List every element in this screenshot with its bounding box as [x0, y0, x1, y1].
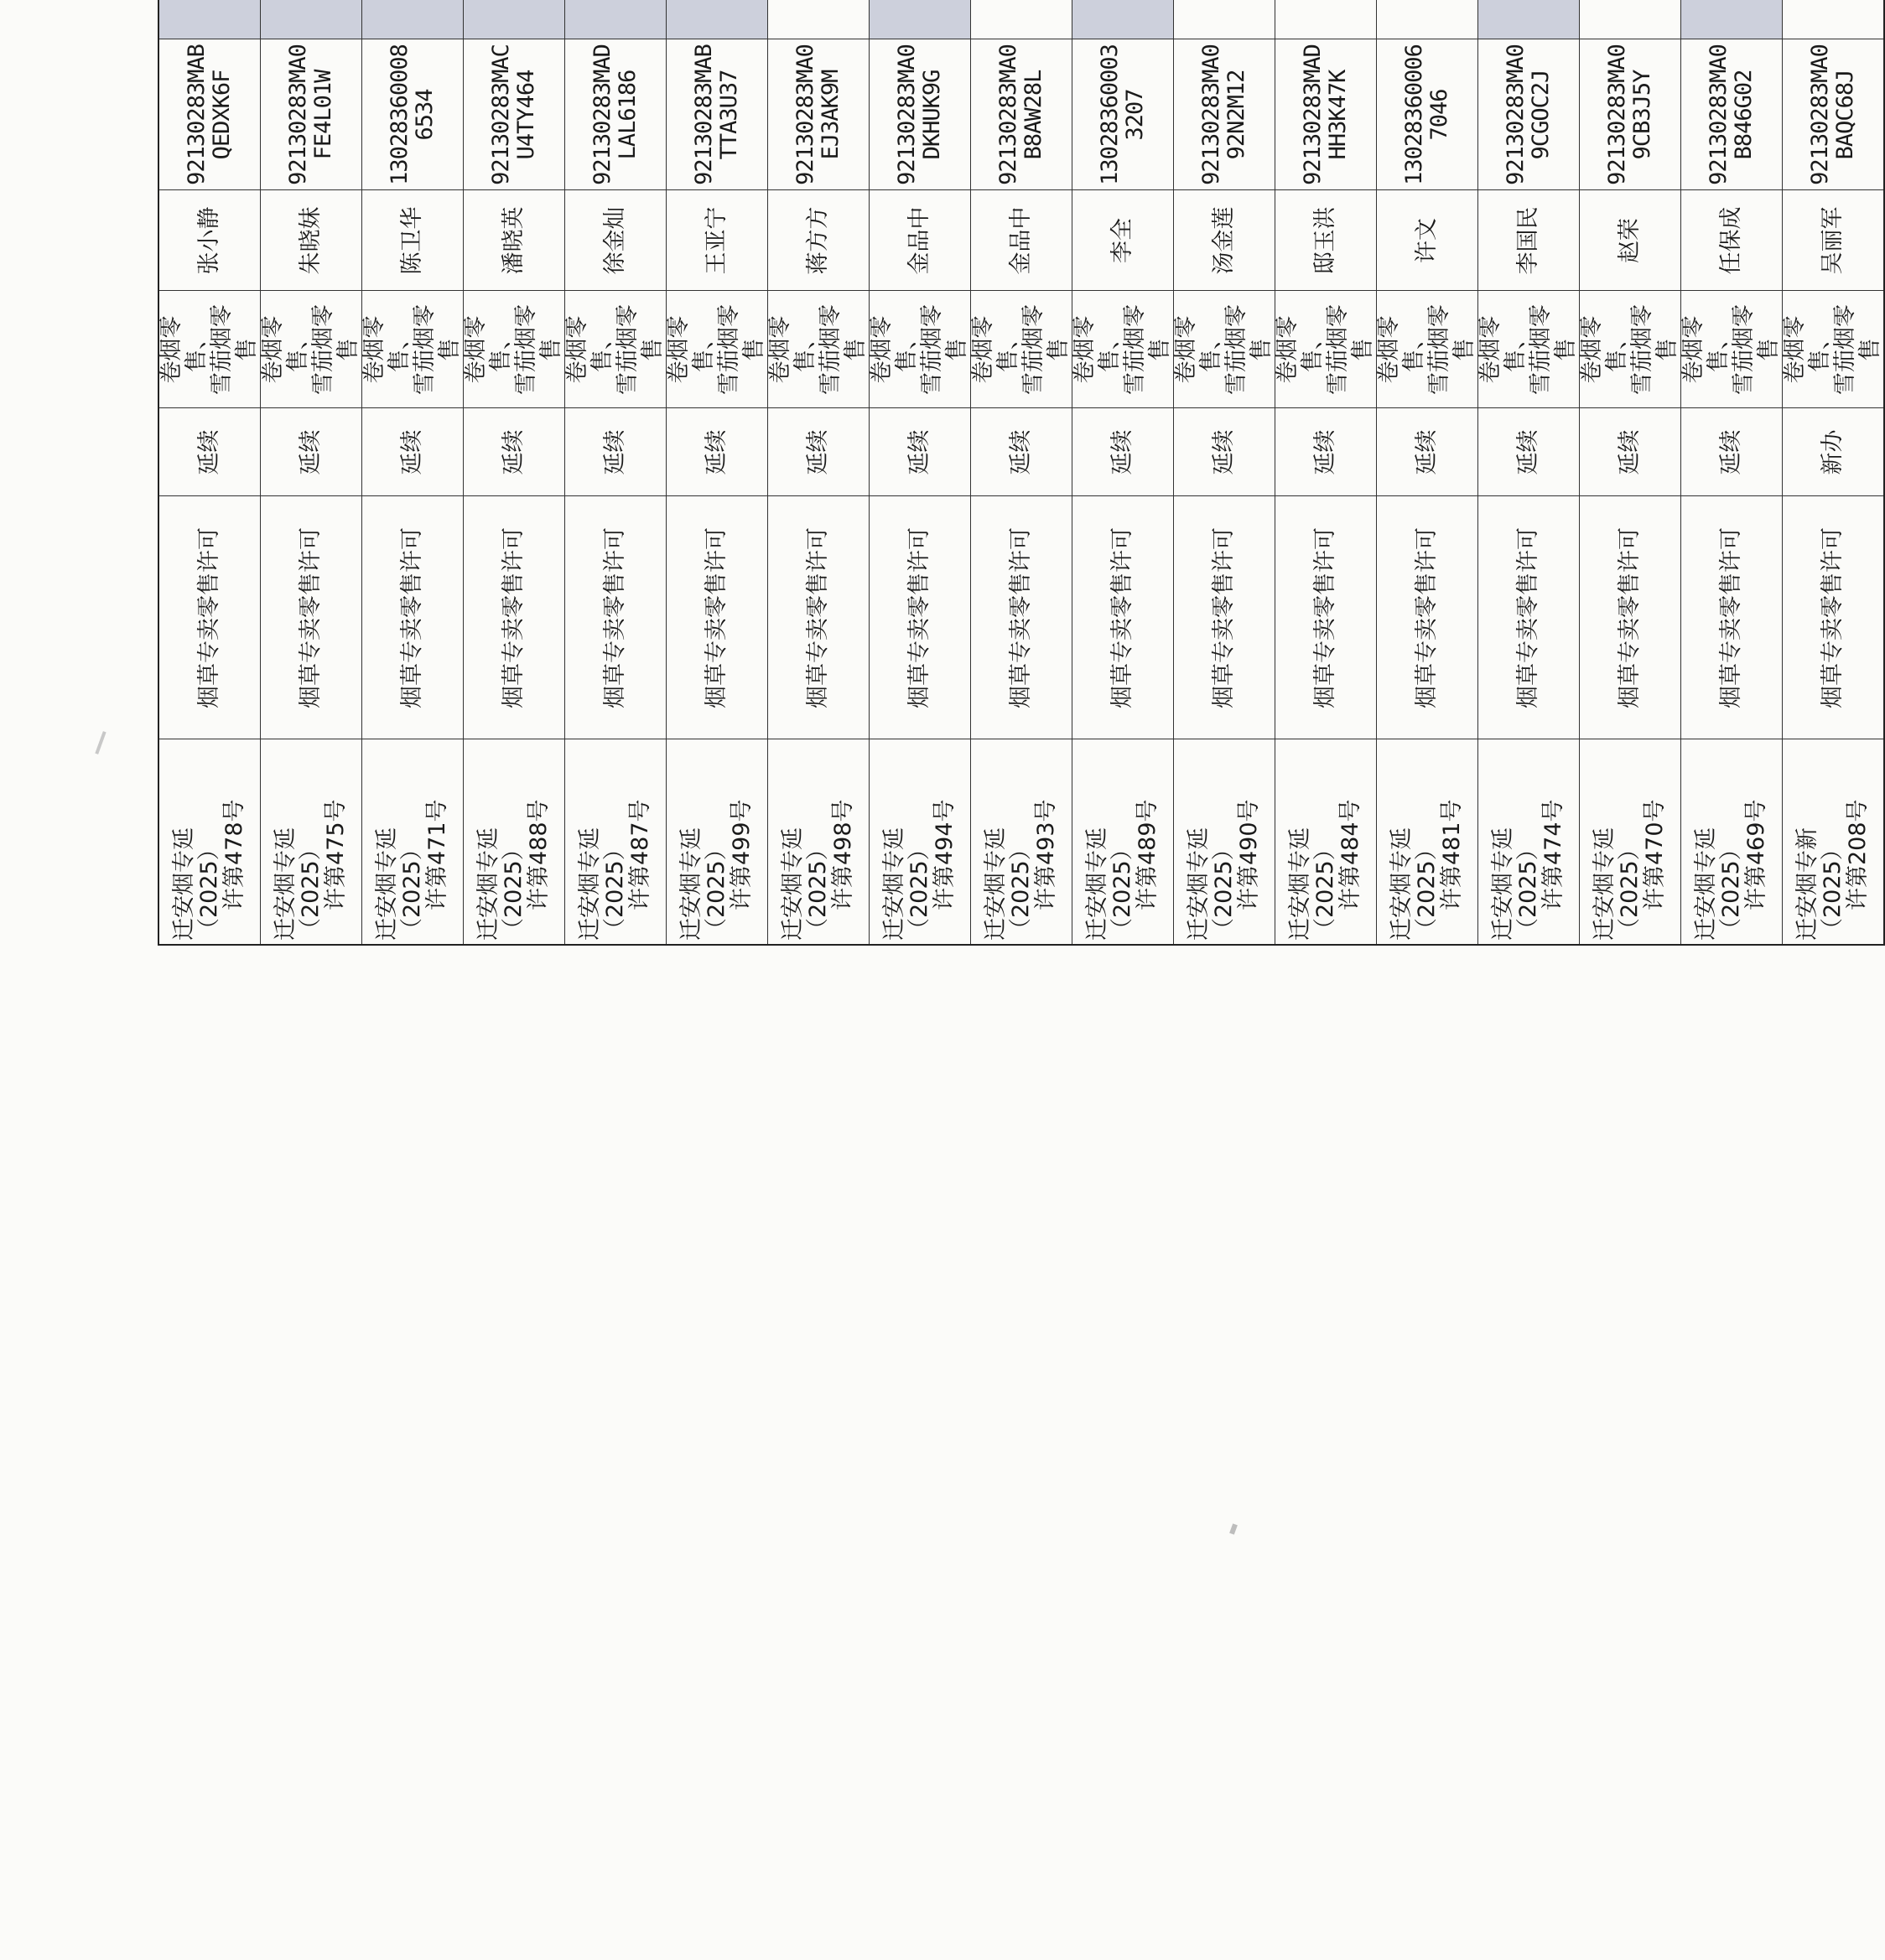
credit-code: 92130283MA0 FE4L01W: [261, 39, 362, 190]
license-item: 烟草专卖零售许可: [1377, 496, 1478, 739]
table-row: [1377, 0, 1478, 945]
license-number: 迁安烟专延（2025） 许第494号: [870, 739, 971, 945]
blank-cell: [464, 0, 565, 39]
business-scope: 卷烟零售、 雪茄烟零售: [1275, 291, 1377, 408]
table-row: [1783, 0, 1885, 945]
holder-name: 李全: [1072, 190, 1174, 291]
license-type: 延续: [667, 408, 768, 496]
license-item: 烟草专卖零售许可: [1783, 496, 1885, 739]
blank-cell: [1377, 0, 1478, 39]
license-type: 延续: [1174, 408, 1275, 496]
license-type: 新办: [1783, 408, 1885, 496]
blank-cell: [261, 0, 362, 39]
holder-name: 金品中: [971, 190, 1072, 291]
business-scope: 卷烟零售、 雪茄烟零售: [158, 291, 261, 408]
credit-code: 92130283MA0 DKHUK9G: [870, 39, 971, 190]
license-number: 迁安烟专延（2025） 许第469号: [1681, 739, 1783, 945]
license-number: 迁安烟专延（2025） 许第484号: [1275, 739, 1377, 945]
credit-code: 13028360008 6534: [362, 39, 464, 190]
table-row: [261, 0, 362, 945]
blank-cell: [768, 0, 870, 39]
credit-code: 92130283MAB QEDXK6F: [158, 39, 261, 190]
credit-code: 92130283MA0 EJ3AK9M: [768, 39, 870, 190]
blank-cell: [1174, 0, 1275, 39]
license-type: 延续: [158, 408, 261, 496]
blank-cell: [1478, 0, 1580, 39]
license-number: 迁安烟专延（2025） 许第470号: [1580, 739, 1681, 945]
business-scope: 卷烟零售、 雪茄烟零售: [667, 291, 768, 408]
license-type: 延续: [1580, 408, 1681, 496]
license-item: 烟草专卖零售许可: [1580, 496, 1681, 739]
table-row: [971, 0, 1072, 945]
credit-code: 92130283MA0 BAQC68J: [1783, 39, 1885, 190]
license-number: 迁安烟专延（2025） 许第471号: [362, 739, 464, 945]
license-item: 烟草专卖零售许可: [768, 496, 870, 739]
license-item: 烟草专卖零售许可: [870, 496, 971, 739]
credit-code: 92130283MAD HH3K47K: [1275, 39, 1377, 190]
business-scope: 卷烟零售、 雪茄烟零售: [1580, 291, 1681, 408]
license-type: 延续: [870, 408, 971, 496]
license-item: 烟草专卖零售许可: [362, 496, 464, 739]
business-scope: 卷烟零售、 雪茄烟零售: [565, 291, 667, 408]
business-scope: 卷烟零售、 雪茄烟零售: [1783, 291, 1885, 408]
table-row: [158, 0, 261, 945]
holder-name: 金品中: [870, 190, 971, 291]
license-number: 迁安烟专延（2025） 许第488号: [464, 739, 565, 945]
license-number: 迁安烟专延（2025） 许第478号: [158, 739, 261, 945]
license-item: 烟草专卖零售许可: [565, 496, 667, 739]
blank-cell: [1580, 0, 1681, 39]
table-row: [362, 0, 464, 945]
holder-name: 赵荣: [1580, 190, 1681, 291]
license-item: 烟草专卖零售许可: [1478, 496, 1580, 739]
table-row: [1275, 0, 1377, 945]
license-item: 烟草专卖零售许可: [1681, 496, 1783, 739]
business-scope: 卷烟零售、 雪茄烟零售: [1174, 291, 1275, 408]
blank-cell: [158, 0, 261, 39]
blank-cell: [1275, 0, 1377, 39]
business-scope: 卷烟零售、 雪茄烟零售: [1478, 291, 1580, 408]
license-number: 迁安烟专延（2025） 许第498号: [768, 739, 870, 945]
license-type: 延续: [1681, 408, 1783, 496]
business-scope: 卷烟零售、 雪茄烟零售: [870, 291, 971, 408]
holder-name: 任保成: [1681, 190, 1783, 291]
blank-cell: [362, 0, 464, 39]
credit-code: 92130283MA0 92N2M12: [1174, 39, 1275, 190]
business-scope: 卷烟零售、 雪茄烟零售: [971, 291, 1072, 408]
blank-cell: [1072, 0, 1174, 39]
license-number: 迁安烟专新（2025） 许第208号: [1783, 739, 1885, 945]
blank-cell: [971, 0, 1072, 39]
business-scope: 卷烟零售、 雪茄烟零售: [1377, 291, 1478, 408]
credit-code: 13028360003 3207: [1072, 39, 1174, 190]
table-row: [1174, 0, 1275, 945]
license-item: 烟草专卖零售许可: [1072, 496, 1174, 739]
credit-code: 92130283MA0 B8AW28L: [971, 39, 1072, 190]
license-type: 延续: [1275, 408, 1377, 496]
holder-name: 潘晓英: [464, 190, 565, 291]
holder-name: 许文: [1377, 190, 1478, 291]
license-type: 延续: [1478, 408, 1580, 496]
holder-name: 张小静: [158, 190, 261, 291]
license-table: [158, 0, 1885, 946]
table-row: [464, 0, 565, 945]
blank-cell: [1783, 0, 1885, 39]
scan-speck: [95, 731, 106, 754]
blank-cell: [667, 0, 768, 39]
credit-code: 92130283MAD LAL6186: [565, 39, 667, 190]
license-item: 烟草专卖零售许可: [158, 496, 261, 739]
credit-code: 92130283MAC U4TY464: [464, 39, 565, 190]
business-scope: 卷烟零售、 雪茄烟零售: [768, 291, 870, 408]
license-number: 迁安烟专延（2025） 许第490号: [1174, 739, 1275, 945]
blank-cell: [1681, 0, 1783, 39]
business-scope: 卷烟零售、 雪茄烟零售: [261, 291, 362, 408]
holder-name: 王亚宁: [667, 190, 768, 291]
blank-cell: [870, 0, 971, 39]
license-type: 延续: [261, 408, 362, 496]
business-scope: 卷烟零售、 雪茄烟零售: [362, 291, 464, 408]
credit-code: 92130283MA0 9CGOC2J: [1478, 39, 1580, 190]
business-scope: 卷烟零售、 雪茄烟零售: [464, 291, 565, 408]
holder-name: 邸玉洪: [1275, 190, 1377, 291]
license-number: 迁安烟专延（2025） 许第474号: [1478, 739, 1580, 945]
table-row: [1681, 0, 1783, 945]
license-type: 延续: [1377, 408, 1478, 496]
license-type: 延续: [362, 408, 464, 496]
license-item: 烟草专卖零售许可: [1174, 496, 1275, 739]
credit-code: 92130283MA0 9CB3J5Y: [1580, 39, 1681, 190]
license-number: 迁安烟专延（2025） 许第493号: [971, 739, 1072, 945]
license-type: 延续: [1072, 408, 1174, 496]
license-type: 延续: [768, 408, 870, 496]
holder-name: 吴丽军: [1783, 190, 1885, 291]
holder-name: 陈卫华: [362, 190, 464, 291]
license-type: 延续: [971, 408, 1072, 496]
license-number: 迁安烟专延（2025） 许第481号: [1377, 739, 1478, 945]
license-item: 烟草专卖零售许可: [261, 496, 362, 739]
credit-code: 92130283MA0 B846G02: [1681, 39, 1783, 190]
credit-code: 92130283MAB TTA3U37: [667, 39, 768, 190]
license-type: 延续: [464, 408, 565, 496]
license-number: 迁安烟专延（2025） 许第489号: [1072, 739, 1174, 945]
table-row: [667, 0, 768, 945]
holder-name: 汤金莲: [1174, 190, 1275, 291]
table-row: [768, 0, 870, 945]
holder-name: 李国民: [1478, 190, 1580, 291]
table-row: [1072, 0, 1174, 945]
table-row: [565, 0, 667, 945]
holder-name: 朱晓妹: [261, 190, 362, 291]
business-scope: 卷烟零售、 雪茄烟零售: [1681, 291, 1783, 408]
license-type: 延续: [565, 408, 667, 496]
license-number: 迁安烟专延（2025） 许第487号: [565, 739, 667, 945]
license-item: 烟草专卖零售许可: [464, 496, 565, 739]
holder-name: 徐金灿: [565, 190, 667, 291]
holder-name: 蒋方方: [768, 190, 870, 291]
scan-speck: [1229, 1523, 1238, 1534]
license-table-rotated: [158, 0, 1883, 946]
license-item: 烟草专卖零售许可: [667, 496, 768, 739]
license-item: 烟草专卖零售许可: [971, 496, 1072, 739]
license-item: 烟草专卖零售许可: [1275, 496, 1377, 739]
table-row: [1580, 0, 1681, 945]
credit-code: 13028360006 7046: [1377, 39, 1478, 190]
business-scope: 卷烟零售、 雪茄烟零售: [1072, 291, 1174, 408]
blank-cell: [565, 0, 667, 39]
license-number: 迁安烟专延（2025） 许第475号: [261, 739, 362, 945]
license-number: 迁安烟专延（2025） 许第499号: [667, 739, 768, 945]
table-row: [1478, 0, 1580, 945]
table-body: [158, 0, 1884, 945]
table-row: [870, 0, 971, 945]
